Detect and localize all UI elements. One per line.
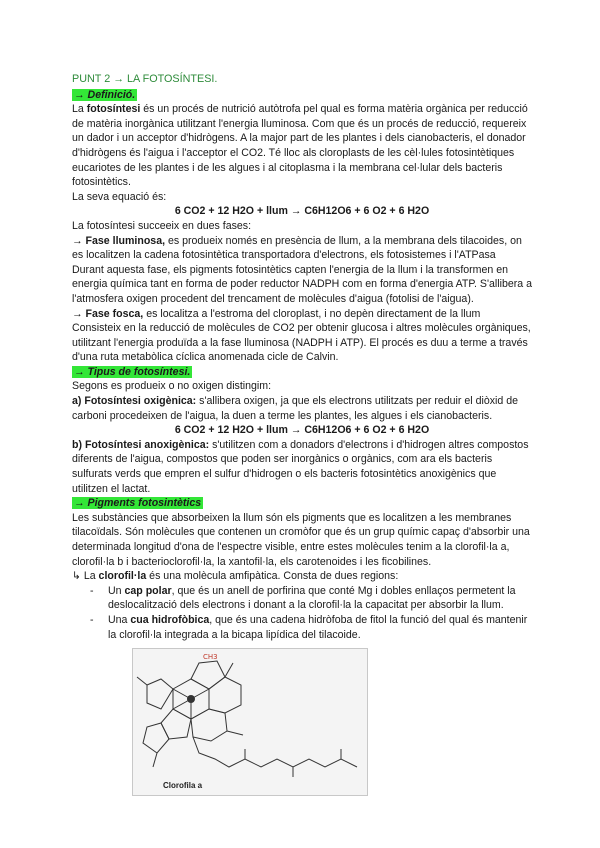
paragraph-phases-intro: La fotosíntesi succeeix en dues fases:	[72, 219, 252, 232]
svg-text:CH3: CH3	[203, 653, 218, 662]
clorofila-regions-list	[72, 584, 532, 642]
chlorophyll-structure-image	[132, 648, 368, 796]
chlorophyll-molecule-drawing	[133, 649, 367, 795]
term-fotosintesi: fotosíntesi	[86, 103, 141, 116]
heading-highlight: → Pigments fotosintètics	[74, 497, 202, 510]
term-cua-hidrofobica: cua hidrofòbica	[130, 613, 210, 626]
document-title: PUNT 2 → LA FOTOSÍNTESI.	[72, 73, 218, 85]
list-item: - Un cap polar, que és un anell de porfirina que conté Mg i dobles enllaços permetent la deslocalització dels electrons i donant a la clorofil·la la capacitat per absorbir la llum.	[90, 584, 516, 612]
section-heading-pigments	[72, 496, 532, 511]
section-heading-definicio	[72, 88, 532, 103]
term-fase-lluminosa: Fase lluminosa,	[85, 234, 166, 247]
paragraph-anoxigenica: b) Fotosíntesi anoxigènica: s'utilitzen com a donadors d'electrons i d'hidrogen altres compostos diferents de l'aigua, compostos que poden ser inorgànics o orgànics, com ara els bacteris sulfurats verds que empren el sulfur d'hidrogen o els bacteris fotosintètics anoxigènics que utilitzen el lactat.	[72, 438, 529, 495]
term-fase-fosca: Fase fosca,	[85, 307, 144, 320]
paragraph-phase-lluminosa-detail: Durant aquesta fase, els pigments fotosintètics capten l'energia de la llum i la transformen en energia química tant en forma de poder reductor NADPH com en forma d'energia ATP. S'allibera a l'atmosfera oxigen procedent del trencament de molècules d'aigua (fotolisi de l'aigua).	[72, 263, 533, 305]
term-anoxigenica: b) Fotosíntesi anoxigènica:	[72, 438, 210, 451]
paragraph-phase-lluminosa: → Fase lluminosa, es produeix només en presència de llum, a la membrana dels tilacoides, on es localitzen la cadena fotosintètica transportadora d'electrons, els fotosistemes i l'ATPasa	[72, 234, 522, 262]
term-cap-polar: cap polar	[124, 584, 172, 597]
paragraph-oxigenica: a) Fotosíntesi oxigènica: s'allibera oxigen, ja que els electrons utilitzats per reduir el diòxid de carboni procedeixen de l'aigua, la duen a terme les plantes, les algues i els cianobacteris.	[72, 395, 518, 422]
term-clorofila: clorofil·la	[98, 570, 147, 583]
equation-2: 6 CO2 + 12 H2O + llum → C6H12O6 + 6 O2 + 6 H2O	[174, 424, 430, 437]
paragraph-equation-intro: La seva equació és:	[72, 190, 167, 203]
paragraph-tipus-intro: Segons es produeix o no oxigen distingim:	[72, 380, 272, 393]
figure-caption: Clorofila a	[163, 780, 203, 790]
equation-1: 6 CO2 + 12 H2O + llum → C6H12O6 + 6 O2 + 6 H2O	[174, 205, 430, 218]
list-item: - Una cua hidrofòbica, que és una cadena hidròfoba de fitol la funció del qual és mantenir la clorofil·la integrada a la bicapa lipídica del tilacoide.	[90, 613, 528, 641]
section-heading-tipus	[72, 365, 532, 380]
term-oxigenica: a) Fotosíntesi oxigènica:	[72, 395, 197, 408]
document-page	[72, 72, 532, 796]
paragraph-phase-fosca: → Fase fosca, es localitza a l'estroma del cloroplast, i no depèn directament de la llum Consisteix en la reducció de molècules de CO2 per obtenir glucosa i altres molècules orgàniques, utilitzant l'energia produïda a la fase lluminosa (NADPH i ATP). El procés es duu a terme a través d'una ruta metabòlica cíclica anomenada cicle de Calvin.	[72, 307, 531, 364]
paragraph-clorofila: ↳ La clorofil·la és una molècula amfipàtica. Consta de dues regions:	[72, 570, 399, 583]
paragraph-pigments: Les substàncies que absorbeixen la llum són els pigments que es localitzen a les membranes tilacoïdals. Són molècules que contenen un cromòfor que és un grup químic capaç d'absorbir una determinada longitud d'ona de l'espectre visible, entre estes molècules tenim a la clorofil·la a, clorofil·la b i bacterioclorofil·la, la xantofil·la, els carotenoides i les ficobilines.	[72, 511, 530, 568]
heading-highlight: → Tipus de fotosíntesi.	[74, 365, 191, 378]
heading-highlight: → Definició.	[74, 88, 136, 101]
paragraph-definition: La fotosíntesi és un procés de nutrició autòtrofa pel qual es forma matèria orgànica per reducció de matèria inorgànica utilitzant l'energia lluminosa. Com que és un procés de reducció, requereix un dador i un acceptor d'hidrògens. A la major part de les plantes i dels cianobacteris, el donador d'hidrògens és l'aigua i l'acceptor el CO2. Té lloc als cloroplasts de les cèl·lules fotosintètiques eucariotes de les plantes i de les algues i al citoplasma i la membrana cel·lular dels bacteris fotosintètics.	[72, 103, 528, 189]
magnesium-atom	[187, 695, 195, 703]
